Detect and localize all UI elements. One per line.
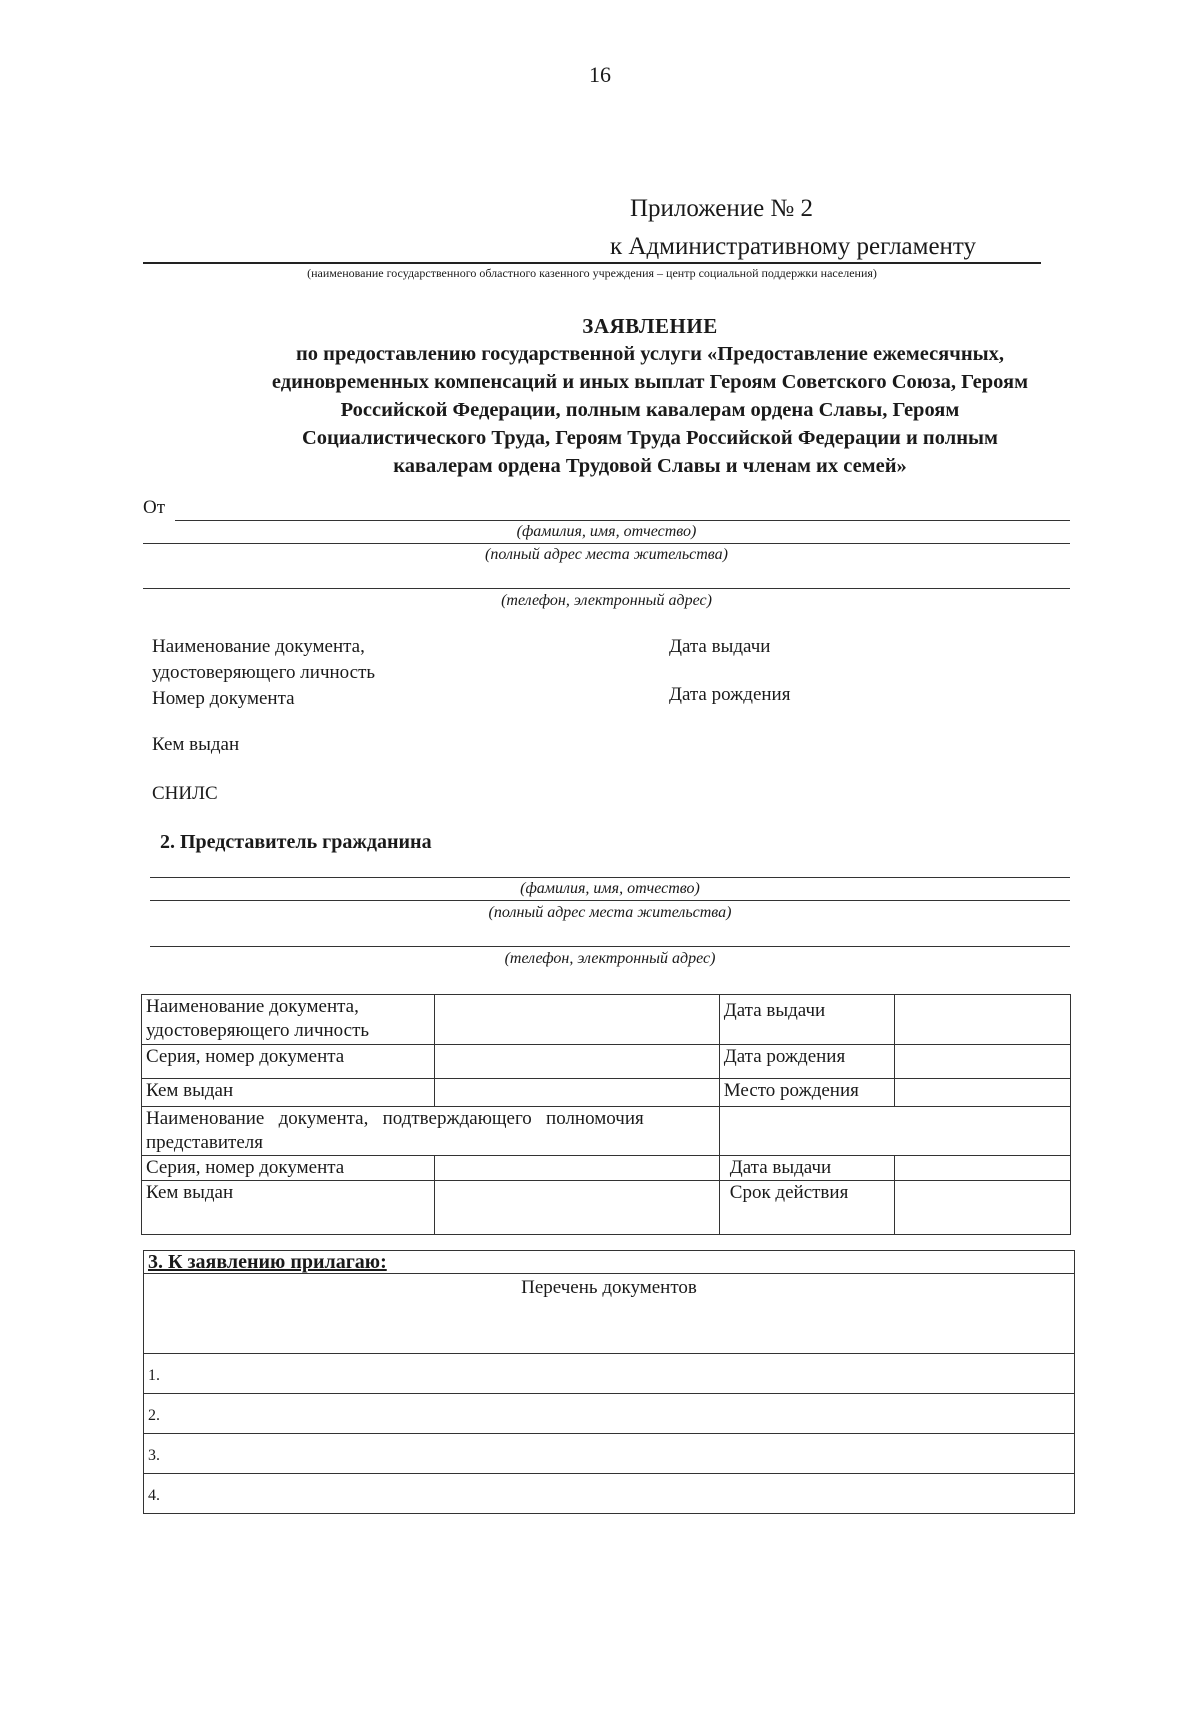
applicant-birth-date-label: Дата рождения — [669, 684, 791, 705]
list-item — [144, 1434, 1075, 1474]
attachments-table — [143, 1250, 1075, 1514]
rep-birth-place-cell[interactable] — [895, 1079, 1071, 1107]
rep-birth-date-cell[interactable] — [895, 1045, 1071, 1079]
rep-issue-date-2-label: Дата выдачи — [719, 1156, 895, 1181]
table-row — [142, 1045, 1071, 1079]
rep-issued-by-2-cell[interactable] — [434, 1181, 719, 1235]
table-row — [142, 1181, 1071, 1235]
snils-label: СНИЛС — [152, 783, 218, 804]
attachment-item-2[interactable]: 2. — [144, 1394, 1075, 1434]
appendix-line-2: к Административному регламенту — [610, 233, 977, 260]
rep-authority-doc-line-1: Наименование документа, подтверждающего полномочия — [146, 1108, 644, 1129]
list-item — [144, 1474, 1075, 1514]
rep-valid-until-label: Срок действия — [719, 1181, 895, 1235]
list-item — [144, 1354, 1075, 1394]
rep-issue-date-cell[interactable] — [895, 995, 1071, 1045]
rep-series-number-cell[interactable] — [434, 1045, 719, 1079]
appendix-header — [610, 190, 977, 266]
applicant-doc-name-label — [152, 634, 375, 712]
title-line-2: единовременных компенсаций и иных выплат Героям Советского Союза, Героям — [271, 371, 1029, 393]
title-line-3: Российской Федерации, полным кавалерам ордена Славы, Героям — [340, 399, 960, 421]
representative-table — [141, 994, 1071, 1235]
rep-issued-by-label: Кем выдан — [142, 1079, 435, 1107]
rep-contact-caption: (телефон, электронный адрес) — [504, 950, 716, 967]
representative-section-title: 2. Представитель гражданина — [160, 831, 432, 853]
rep-series-number-label: Серия, номер документа — [142, 1045, 435, 1079]
rep-authority-doc-label — [142, 1107, 720, 1156]
table-row — [144, 1251, 1075, 1274]
rep-valid-until-cell[interactable] — [895, 1181, 1071, 1235]
table-row — [142, 1107, 1071, 1156]
table-row — [142, 995, 1071, 1045]
rep-address-caption: (полный адрес места жительства) — [488, 904, 732, 921]
appendix-line-1: Приложение № 2 — [630, 195, 814, 222]
doc-name-label-line-2: удостоверяющего личность — [152, 662, 376, 683]
address-line[interactable] — [143, 543, 1070, 544]
rep-birth-place-label: Место рождения — [719, 1079, 895, 1107]
attachment-item-1[interactable]: 1. — [144, 1354, 1075, 1394]
rep-address-line[interactable] — [150, 900, 1070, 901]
from-label: От — [143, 497, 166, 518]
attachments-list-header: Перечень документов — [144, 1274, 1075, 1354]
doc-name-label-line-1: Наименование документа, — [152, 636, 365, 657]
rep-issued-by-2-label: Кем выдан — [142, 1181, 435, 1235]
rep-authority-doc-line-2: представителя — [146, 1132, 264, 1153]
institution-line — [143, 262, 1041, 264]
attachments-section-title-text: 3. К заявлению прилагаю: — [148, 1251, 387, 1273]
applicant-issued-by-label: Кем выдан — [152, 734, 240, 755]
rep-authority-doc-cell[interactable] — [719, 1107, 1070, 1156]
rep-series-number-2-label: Серия, номер документа — [142, 1156, 435, 1181]
applicant-issue-date-label: Дата выдачи — [669, 636, 771, 657]
rep-doc-name-cell[interactable] — [434, 995, 719, 1045]
table-row — [142, 1079, 1071, 1107]
attachments-section-title — [144, 1251, 1075, 1274]
fio-caption: (фамилия, имя, отчество) — [516, 523, 697, 540]
list-item — [144, 1394, 1075, 1434]
rep-issue-date-label: Дата выдачи — [719, 995, 895, 1045]
rep-doc-name-line-1: Наименование документа, — [146, 996, 359, 1017]
doc-number-label: Номер документа — [152, 688, 295, 709]
title-line-1: по предоставлению государственной услуги «Предоставление ежемесячных, — [295, 343, 1005, 365]
rep-fio-caption: (фамилия, имя, отчество) — [520, 880, 700, 897]
rep-doc-name-label — [142, 995, 435, 1045]
rep-contact-line[interactable] — [150, 946, 1070, 947]
attachment-item-4[interactable]: 4. — [144, 1474, 1075, 1514]
rep-birth-date-label: Дата рождения — [719, 1045, 895, 1079]
table-row — [144, 1274, 1075, 1354]
table-row — [142, 1156, 1071, 1181]
rep-fio-line[interactable] — [150, 877, 1070, 878]
contact-caption: (телефон, электронный адрес) — [501, 592, 712, 609]
title-line-4: Социалистического Труда, Героям Труда Российской Федерации и полным — [301, 427, 998, 449]
attachment-item-3[interactable]: 3. — [144, 1434, 1075, 1474]
page-number: 16 — [589, 62, 611, 87]
rep-doc-name-line-2: удостоверяющего личность — [146, 1020, 370, 1041]
rep-issue-date-2-cell[interactable] — [895, 1156, 1071, 1181]
rep-series-number-2-cell[interactable] — [434, 1156, 719, 1181]
institution-caption: (наименование государственного областного казенного учреждения – центр социальной поддержки населения) — [307, 266, 877, 280]
title-heading: ЗАЯВЛЕНИЕ — [582, 314, 718, 338]
contact-line[interactable] — [143, 588, 1070, 589]
fio-line[interactable] — [175, 520, 1070, 521]
rep-issued-by-cell[interactable] — [434, 1079, 719, 1107]
title-line-5: кавалерам ордена Трудовой Славы и членам их семей» — [393, 455, 907, 477]
document-title — [150, 314, 1150, 480]
address-caption: (полный адрес места жительства) — [485, 546, 728, 563]
